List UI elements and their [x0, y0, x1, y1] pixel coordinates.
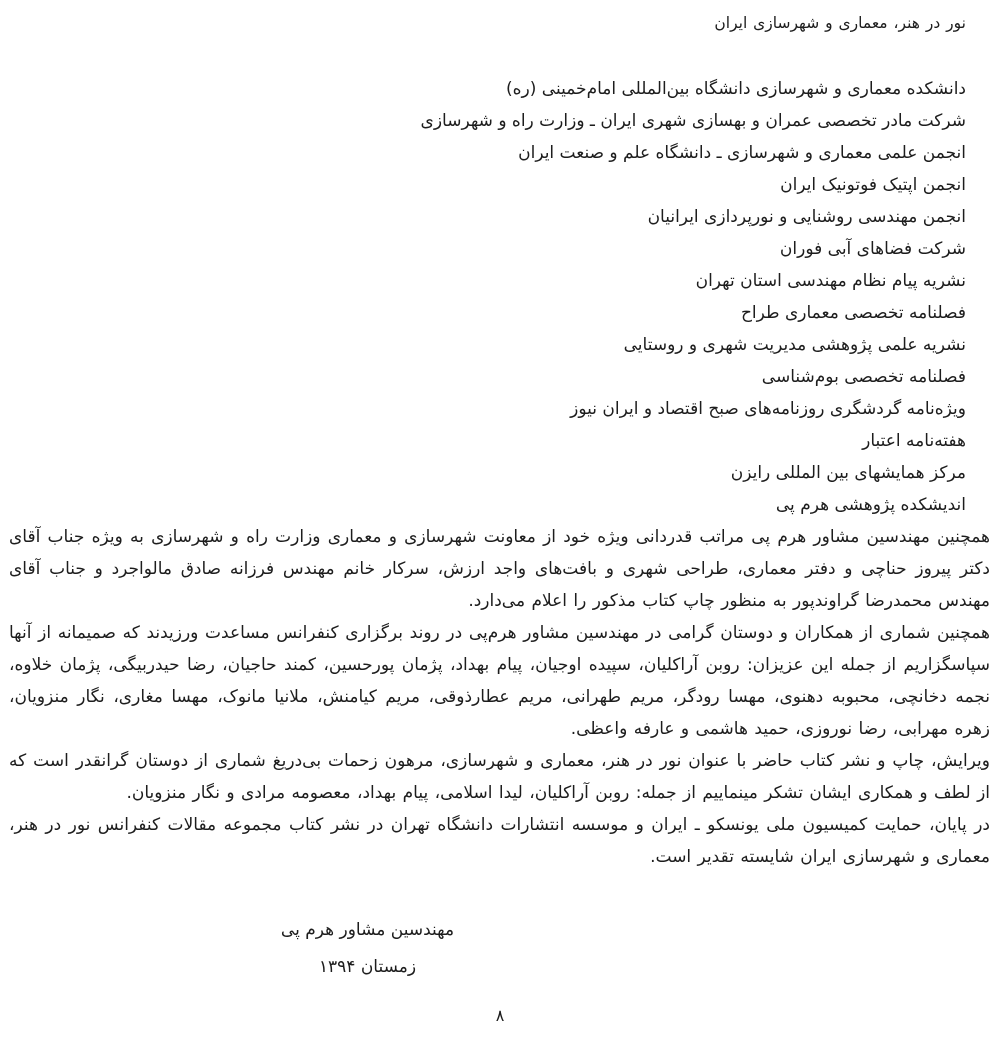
supporters-list: [0, 73, 1000, 521]
paragraph-ministry-thanks: همچنین مهندسین مشاور هرم پی مراتب قدردانی ویژه خود از معاونت شهرسازی و معماری وزارت راه و شهرسازی به ویژه جناب آقای دکتر پیروز حناچی و دفتر معماری، طراحی شهری و بافت‌های واجد ارزش، سرکار خانم مهندس فرزانه صادق مالواجرد و جناب آقای مهندس محمدرضا گراوندپور به منظور چاپ کتاب مذکور را اعلام می‌دارد.: [9, 527, 990, 611]
acknowledgement-paragraphs: [0, 521, 1000, 873]
signature-date: زمستان ۱۳۹۴: [318, 957, 417, 977]
supporter-item: ویژه‌نامه گردشگری روزنامه‌های صبح اقتصاد و ایران نیوز: [570, 399, 966, 419]
supporter-item: شرکت مادر تخصصی عمران و بهسازی شهری ایران ـ وزارت راه و شهرسازی: [420, 111, 966, 131]
supporter-item: انجمن علمی معماری و شهرسازی ـ دانشگاه علم و صنعت ایران: [518, 143, 966, 163]
page-number: ۸: [495, 1006, 505, 1025]
supporter-item: اندیشکده پژوهشی هرم پی: [775, 495, 966, 515]
supporter-item: انجمن اپتیک فوتونیک ایران: [780, 175, 966, 195]
supporter-item: فصلنامه تخصصی بوم‌شناسی: [761, 367, 966, 387]
supporter-item: هفته‌نامه اعتبار: [862, 431, 966, 451]
supporter-item: نشریه علمی پژوهشی مدیریت شهری و روستایی: [623, 335, 966, 355]
paragraph-colleagues-thanks: همچنین شماری از همکاران و دوستان گرامی در مهندسین مشاور هرم‌پی در روند برگزاری کنفرانس مساعدت ورزیدند که صمیمانه از آنها سپاسگزاریم از جمله این عزیزان: روبن آراکلیان، سپیده اوجیان، پیام بهداد، پژمان پورحسین، کمند حاجیان، رضا حیدربیگی، پژمان خلاوه، نجمه دخانچی، محبوبه دهنوی، مهسا رودگر، مریم طهرانی، مریم عطارذوقی، مریم کیامنش، ملانیا مانوک، مهسا مغاری، نگار منزویان، زهره مهرابی، رضا نوروزی، حمید هاشمی و عارفه واعظی.: [9, 623, 990, 739]
paragraph-editing-thanks: ویرایش، چاپ و نشر کتاب حاضر با عنوان نور در هنر، معماری و شهرسازی، مرهون زحمات بی‌دریغ شماری از دوستان گرانقدر است که از لطف و همکاری ایشان تشکر مینماییم از جمله: روبن آراکلیان، لیدا اسلامی، پیام بهداد، معصومه مرادی و نگار منزویان.: [9, 751, 990, 803]
supporter-item: فصلنامه تخصصی معماری طراح: [740, 303, 966, 323]
supporter-item: مرکز همایشهای بین المللی رایزن: [730, 463, 966, 483]
signature-organization: مهندسین مشاور هرم پی: [280, 920, 455, 940]
supporter-item: دانشکده معماری و شهرسازی دانشگاه بین‌المللی امام‌خمینی (ره): [506, 79, 966, 99]
signature-block: [275, 912, 460, 986]
supporter-item: نشریه پیام نظام مهندسی استان تهران: [695, 271, 966, 291]
paragraph-unesco-thanks: در پایان، حمایت کمیسیون ملی یونسکو ـ ایران و موسسه انتشارات دانشگاه تهران در نشر کتاب مجموعه مقالات کنفرانس نور در هنر، معماری و شهرسازی ایران شایسته تقدیر است.: [9, 815, 990, 867]
running-header: نور در هنر، معماری و شهرسازی ایران: [714, 14, 966, 32]
supporter-item: انجمن مهندسی روشنایی و نورپردازی ایرانیان: [647, 207, 966, 227]
supporter-item: شرکت فضاهای آبی فوران: [779, 239, 966, 259]
